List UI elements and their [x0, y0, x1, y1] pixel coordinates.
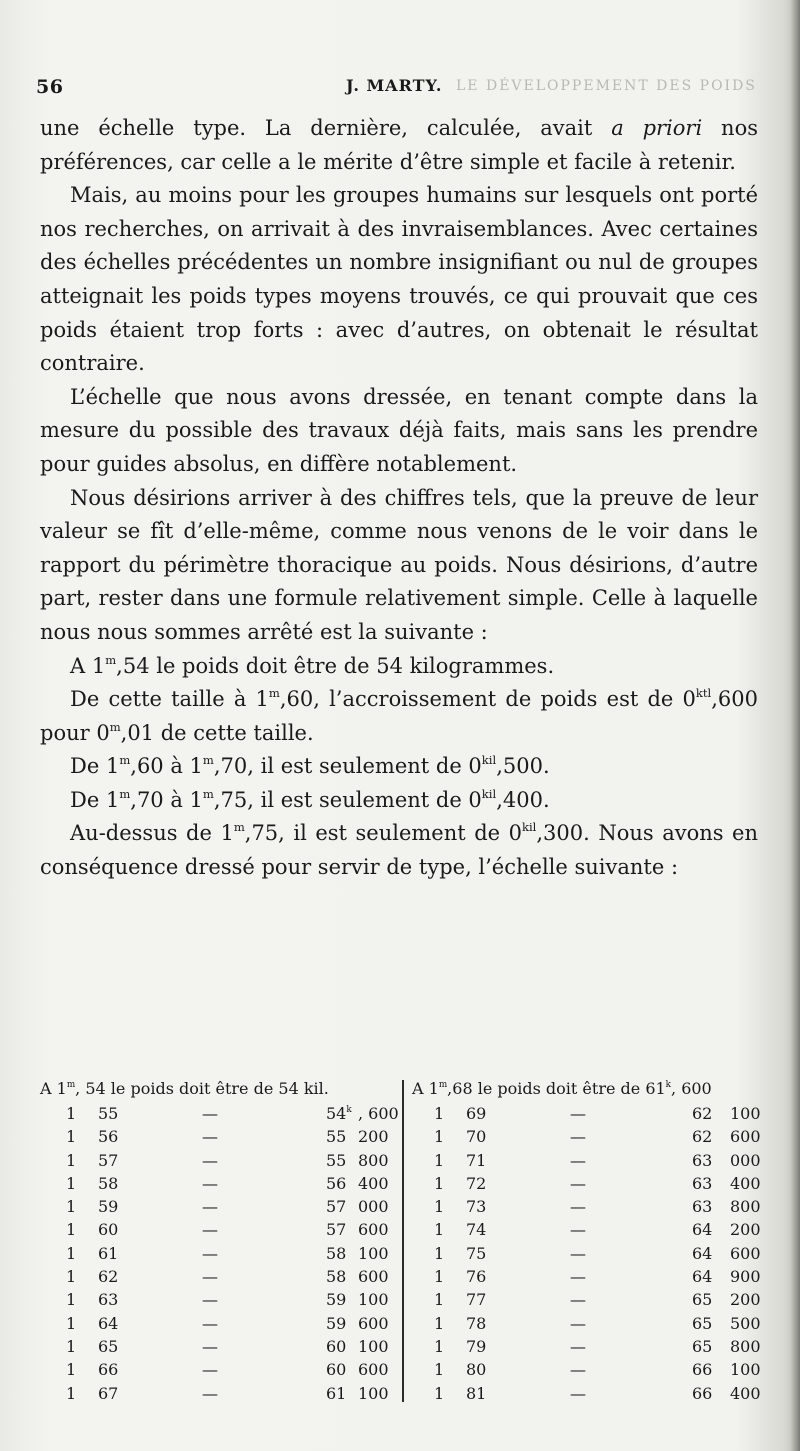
table-header-left: A 1$^m$, 54 le poids doit être de 54 kil.	[40, 1079, 329, 1098]
weight-grams: 200	[730, 1290, 761, 1310]
weight-kilograms: 64	[692, 1220, 713, 1240]
ditto-dash: —	[570, 1104, 586, 1123]
text-run: De 1	[70, 787, 120, 812]
weight-grams: 600	[358, 1313, 389, 1333]
unit-superscript: kil	[481, 753, 497, 768]
height-meters: 1	[434, 1220, 445, 1240]
ditto-dash: —	[202, 1313, 218, 1333]
weight-kilograms: 59	[326, 1290, 347, 1310]
height-meters: 1	[66, 1104, 77, 1123]
weight-scale-table	[40, 1076, 766, 1416]
text-run: Nous désirions arriver à des chiffres tels, que la preuve de leur valeur se fît d’elle-même, comme nous venons de le voir dans le rapport du périmètre thoracique au poids. Nous désirions, d’autre part, rester dans une formule relativement simple. Celle à laquelle nous nous sommes arrêté est la suivante :	[40, 485, 758, 644]
paragraph	[40, 784, 758, 818]
weight-kilograms: 63	[692, 1173, 713, 1193]
height-meters: 1	[66, 1290, 77, 1310]
paragraph	[40, 381, 758, 482]
paragraph	[40, 650, 758, 684]
height-centimeters: 58	[98, 1173, 119, 1193]
height-meters: 1	[66, 1267, 77, 1287]
unit-superscript: m	[119, 753, 131, 768]
table-header-right: A 1$^m$,68 le poids doit être de 61$^k$, 600	[412, 1079, 712, 1098]
table-row	[412, 1358, 766, 1381]
weight-kilograms: 60	[326, 1336, 347, 1356]
weight-kilograms: 63	[692, 1150, 713, 1170]
paragraph	[40, 112, 758, 179]
unit-superscript: m	[233, 820, 245, 835]
weight-kilograms: 62	[692, 1127, 713, 1147]
height-meters: 1	[434, 1383, 445, 1403]
text-run: De cette taille à 1	[70, 687, 269, 712]
height-centimeters: 57	[98, 1150, 119, 1170]
unit-superscript: m	[105, 652, 117, 667]
table-row	[40, 1149, 400, 1172]
unit-superscript: m	[119, 786, 131, 801]
height-meters: 1	[434, 1150, 445, 1170]
unit-superscript: kil	[521, 820, 537, 835]
table-column-left	[40, 1076, 400, 1405]
height-meters: 1	[434, 1104, 445, 1123]
weight-grams: 900	[730, 1267, 761, 1287]
ditto-dash: —	[570, 1313, 586, 1333]
ditto-dash: —	[570, 1243, 586, 1263]
unit-superscript: m	[109, 719, 121, 734]
weight-grams: 100	[358, 1336, 389, 1356]
body-text	[40, 112, 758, 885]
running-head-bleed-through: LE DÉVELOPPEMENT DES POIDS	[456, 78, 757, 94]
ditto-dash: —	[570, 1383, 586, 1403]
paragraph	[40, 750, 758, 784]
text-run: ,70, il est seulement de 0	[213, 754, 482, 779]
table-row	[412, 1195, 766, 1218]
text-run: une échelle type. La dernière, calculée, avait	[40, 116, 612, 140]
table-row	[40, 1242, 400, 1265]
weight-kilograms: 62	[692, 1104, 713, 1123]
page-edge-shadow	[790, 0, 800, 1451]
table-row	[412, 1382, 766, 1405]
text-run: ,500.	[496, 754, 550, 779]
table-row	[412, 1218, 766, 1241]
ditto-dash: —	[570, 1197, 586, 1217]
ditto-dash: —	[202, 1127, 218, 1147]
weight-grams: 400	[730, 1173, 761, 1193]
table-rows-right	[412, 1102, 766, 1405]
height-meters: 1	[66, 1197, 77, 1217]
weight-kilograms: 66	[692, 1360, 713, 1380]
weight-kilograms: 66	[692, 1383, 713, 1403]
weight-kilograms: 58	[326, 1243, 347, 1263]
text-run: ,60, l’accroissement de poids est de 0	[279, 687, 696, 712]
height-centimeters: 65	[98, 1336, 119, 1356]
column-divider	[402, 1080, 404, 1402]
height-centimeters: 71	[466, 1150, 487, 1170]
height-meters: 1	[66, 1173, 77, 1193]
paragraph	[40, 482, 758, 650]
table-row	[40, 1288, 400, 1311]
weight-kilograms: 55	[326, 1127, 347, 1147]
text-run: ,75, il est seulement de 0	[213, 787, 482, 812]
text-run: Mais, au moins pour les groupes humains sur lesquels ont porté nos recherches, on arrivait à des invraisemblances. Avec certaines des échelles précédentes un nombre insignifiant ou nul de groupes atteignait les poids types moyens trouvés, ce qui prouvait que ces poids étaient trop forts : avec d’autres, on obtenait le résultat contraire.	[40, 183, 758, 376]
height-meters: 1	[434, 1243, 445, 1263]
text-run: De 1	[70, 754, 120, 779]
table-row	[40, 1265, 400, 1288]
table-row	[40, 1335, 400, 1358]
height-meters: 1	[66, 1313, 77, 1333]
height-centimeters: 56	[98, 1127, 119, 1147]
weight-kilograms: 56	[326, 1173, 347, 1193]
weight-grams: 000	[730, 1150, 761, 1170]
height-meters: 1	[66, 1383, 77, 1403]
weight-kilograms: 65	[692, 1313, 713, 1333]
text-run: ,70 à 1	[130, 787, 203, 812]
weight-kilograms: 64	[692, 1267, 713, 1287]
weight-grams: 100	[358, 1383, 389, 1403]
weight-grams: 600	[358, 1360, 389, 1380]
paragraph	[40, 683, 758, 750]
weight-grams: 800	[358, 1150, 389, 1170]
table-row	[412, 1335, 766, 1358]
italic-text: a priori	[611, 116, 703, 140]
height-meters: 1	[434, 1197, 445, 1217]
unit-superscript: k	[346, 1104, 352, 1115]
weight-grams: 500	[730, 1313, 761, 1333]
weight-kilograms: 55	[326, 1150, 347, 1170]
table-row	[40, 1172, 400, 1195]
table-row	[412, 1288, 766, 1311]
weight-grams: 400	[730, 1383, 761, 1403]
weight-grams: 200	[730, 1220, 761, 1240]
weight-kilograms: 65	[692, 1290, 713, 1310]
height-meters: 1	[434, 1127, 445, 1147]
height-centimeters: 81	[466, 1383, 487, 1403]
ditto-dash: —	[570, 1336, 586, 1356]
height-centimeters: 76	[466, 1267, 487, 1287]
text-run: L’échelle que nous avons dressée, en tenant compte dans la mesure du possible des travaux déjà faits, mais sans les prendre pour guides absolus, en diffère notablement.	[40, 384, 758, 476]
unit-superscript: kil	[481, 786, 497, 801]
weight-kilograms: 54$^k$	[326, 1104, 352, 1123]
height-centimeters: 70	[466, 1127, 487, 1147]
height-centimeters: 55	[98, 1104, 119, 1123]
ditto-dash: —	[570, 1173, 586, 1193]
ditto-dash: —	[202, 1243, 218, 1263]
ditto-dash: —	[202, 1173, 218, 1193]
height-meters: 1	[66, 1336, 77, 1356]
unit-superscript: m	[202, 753, 214, 768]
weight-grams: , 600	[358, 1104, 399, 1123]
weight-kilograms: 59	[326, 1313, 347, 1333]
weight-grams: 400	[358, 1173, 389, 1193]
height-centimeters: 67	[98, 1383, 119, 1403]
running-head	[36, 76, 766, 104]
table-row	[40, 1358, 400, 1381]
paragraph	[40, 817, 758, 884]
height-centimeters: 60	[98, 1220, 119, 1240]
text-run: A 1	[70, 653, 106, 678]
text-run: ,01 de cette taille.	[120, 720, 314, 745]
table-row	[412, 1149, 766, 1172]
ditto-dash: —	[570, 1127, 586, 1147]
weight-kilograms: 61	[326, 1383, 347, 1403]
weight-grams: 600	[730, 1243, 761, 1263]
height-centimeters: 61	[98, 1243, 119, 1263]
text-run: ,75, il est seulement de 0	[244, 821, 522, 846]
table-row	[412, 1242, 766, 1265]
weight-grams: 000	[358, 1197, 389, 1217]
ditto-dash: —	[202, 1104, 218, 1123]
weight-kilograms: 57	[326, 1220, 347, 1240]
height-meters: 1	[66, 1127, 77, 1147]
table-row	[40, 1382, 400, 1405]
weight-grams: 100	[358, 1290, 389, 1310]
weight-grams: 800	[730, 1336, 761, 1356]
unit-superscript: ktl	[695, 685, 712, 700]
page-number: 56	[36, 76, 64, 98]
ditto-dash: —	[202, 1383, 218, 1403]
weight-grams: 600	[358, 1267, 389, 1287]
height-centimeters: 64	[98, 1313, 119, 1333]
table-row	[40, 1218, 400, 1241]
height-centimeters: 72	[466, 1173, 487, 1193]
table-row	[40, 1312, 400, 1335]
table-row	[412, 1312, 766, 1335]
ditto-dash: —	[570, 1220, 586, 1240]
height-meters: 1	[434, 1290, 445, 1310]
height-centimeters: 69	[466, 1104, 487, 1123]
height-centimeters: 74	[466, 1220, 487, 1240]
weight-grams: 600	[358, 1220, 389, 1240]
table-row	[412, 1125, 766, 1148]
table-row	[40, 1195, 400, 1218]
ditto-dash: —	[202, 1290, 218, 1310]
text-run: ,300. Nous avons en conséquence dressé pour servir de type, l’échelle suivante :	[40, 821, 758, 880]
text-run: ,60 à 1	[130, 754, 203, 779]
height-meters: 1	[66, 1243, 77, 1263]
ditto-dash: —	[202, 1360, 218, 1380]
height-centimeters: 78	[466, 1313, 487, 1333]
height-centimeters: 79	[466, 1336, 487, 1356]
ditto-dash: —	[570, 1290, 586, 1310]
text-run: ,600 pour 0	[40, 687, 758, 745]
weight-kilograms: 65	[692, 1336, 713, 1356]
height-meters: 1	[66, 1220, 77, 1240]
height-meters: 1	[66, 1360, 77, 1380]
weight-grams: 100	[730, 1104, 761, 1123]
weight-grams: 100	[730, 1360, 761, 1380]
text-run: nos préférences, car celle a le mérite d’être simple et facile à retenir.	[40, 116, 758, 174]
height-centimeters: 73	[466, 1197, 487, 1217]
height-centimeters: 77	[466, 1290, 487, 1310]
running-head-author: J. MARTY.	[346, 76, 443, 95]
weight-kilograms: 58	[326, 1267, 347, 1287]
height-centimeters: 63	[98, 1290, 119, 1310]
height-meters: 1	[66, 1150, 77, 1170]
ditto-dash: —	[202, 1220, 218, 1240]
weight-kilograms: 64	[692, 1243, 713, 1263]
text-run: ,54 le poids doit être de 54 kilogrammes.	[116, 653, 555, 678]
table-row	[412, 1102, 766, 1125]
unit-superscript: m	[268, 685, 280, 700]
height-meters: 1	[434, 1360, 445, 1380]
weight-grams: 800	[730, 1197, 761, 1217]
paragraph	[40, 179, 758, 381]
ditto-dash: —	[570, 1150, 586, 1170]
weight-grams: 200	[358, 1127, 389, 1147]
table-row	[40, 1102, 400, 1125]
height-centimeters: 59	[98, 1197, 119, 1217]
height-centimeters: 62	[98, 1267, 119, 1287]
height-centimeters: 80	[466, 1360, 487, 1380]
table-row	[40, 1125, 400, 1148]
height-meters: 1	[434, 1173, 445, 1193]
table-row	[412, 1172, 766, 1195]
table-rows-left	[40, 1102, 400, 1405]
table-row	[412, 1265, 766, 1288]
weight-kilograms: 57	[326, 1197, 347, 1217]
weight-grams: 600	[730, 1127, 761, 1147]
text-run: ,400.	[496, 787, 550, 812]
ditto-dash: —	[202, 1336, 218, 1356]
unit-superscript: m	[202, 786, 214, 801]
ditto-dash: —	[570, 1360, 586, 1380]
height-meters: 1	[434, 1336, 445, 1356]
height-meters: 1	[434, 1267, 445, 1287]
height-centimeters: 66	[98, 1360, 119, 1380]
height-meters: 1	[434, 1313, 445, 1333]
height-centimeters: 75	[466, 1243, 487, 1263]
ditto-dash: —	[202, 1267, 218, 1287]
ditto-dash: —	[202, 1150, 218, 1170]
ditto-dash: —	[202, 1197, 218, 1217]
weight-kilograms: 60	[326, 1360, 347, 1380]
text-run: Au-dessus de 1	[70, 821, 234, 846]
table-column-right	[412, 1076, 766, 1405]
weight-kilograms: 63	[692, 1197, 713, 1217]
weight-grams: 100	[358, 1243, 389, 1263]
ditto-dash: —	[570, 1267, 586, 1287]
